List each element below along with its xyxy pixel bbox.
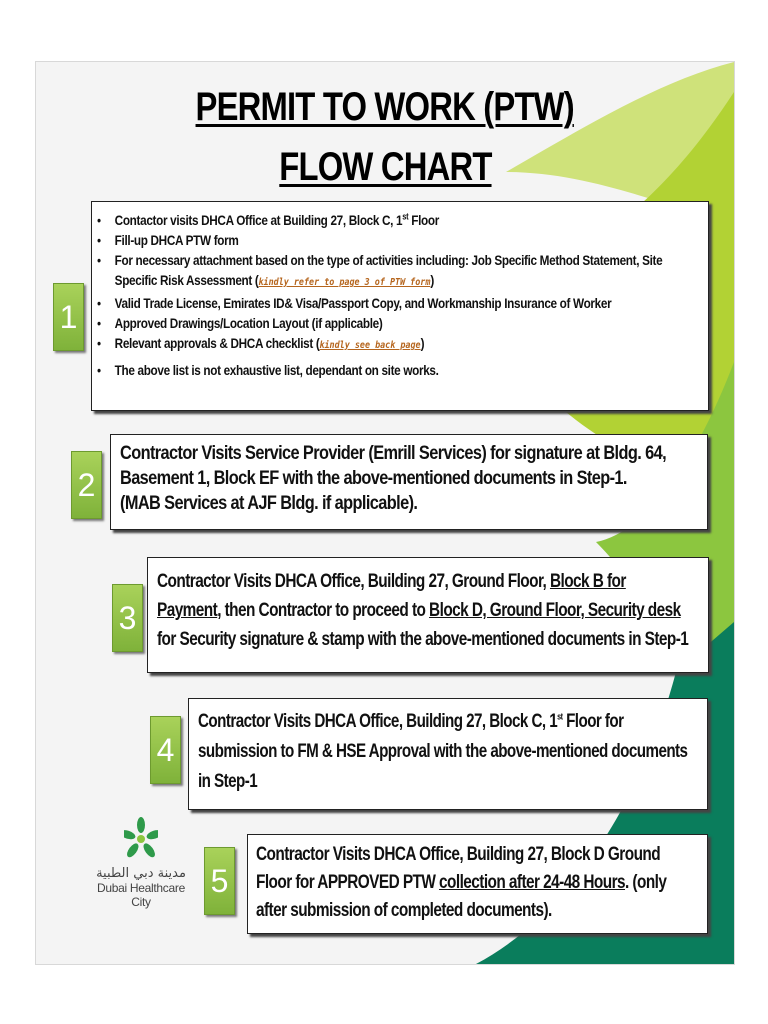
page-title-line2: FLOW CHART (278, 145, 492, 189)
step-1-item: • Valid Trade License, Emirates ID& Visa/Passport Copy, and Workmanship Insurance of Worker (92, 293, 704, 313)
step-1-item: • Relevant approvals & DHCA checklist (kindly see back page) (92, 333, 604, 356)
step-5-line2: Floor for APPROVED PTW collection after 24-48 Hours. (only (256, 872, 667, 893)
step-1-item: • The above list is not exhaustive list, dependant on site works. (92, 360, 604, 380)
step-5-number: 5 (204, 847, 235, 915)
step-4-line2: submission to FM & HSE Approval with the above-mentioned documents (198, 741, 688, 762)
page-title-line1: PERMIT TO WORK (PTW) (195, 85, 575, 129)
step-1-number: 1 (53, 283, 84, 351)
step-4-line3: in Step-1 (198, 771, 258, 792)
slide (35, 61, 735, 965)
step-2-number: 2 (71, 451, 102, 519)
dubai-healthcare-city-logo (86, 817, 196, 909)
step-3-line2: Payment, then Contractor to proceed to Block D, Ground Floor, Security desk (157, 600, 681, 621)
step-4-number: 4 (150, 716, 181, 784)
step-4-text (198, 707, 688, 797)
step-1-item: • Approved Drawings/Location Layout (if applicable) (92, 313, 604, 333)
step-1-item: • For necessary attachment based on the type of activities including: Job Specific Method Statement, Site Specific Risk Assessment (kindly refer to page 3 of PTW form) (92, 250, 704, 293)
step-1-item: • Contactor visits DHCA Office at Building 27, Block C, 1st Floor (92, 210, 604, 230)
step-3-line3: for Security signature & stamp with the above-mentioned documents in Step-1 (157, 629, 689, 650)
step-4-line1: Contractor Visits DHCA Office, Building 27, Block C, 1st Floor for (198, 711, 624, 732)
step-3-box (147, 557, 709, 673)
step-2-box (110, 434, 708, 530)
step-5-text (256, 841, 667, 925)
logo-arabic-text: مدينة دبي الطبية (96, 866, 186, 881)
logo-english-text: Dubai Healthcare City (97, 881, 185, 909)
dhcc-star-icon (124, 817, 158, 861)
step-1-list (92, 210, 702, 380)
step-2-line3: (MAB Services at AJF Bldg. if applicable). (120, 493, 418, 514)
step-2-line1: Contractor Visits Service Provider (Emrill Services) for signature at Bldg. 64, (120, 443, 667, 464)
step-5-line3: after submission of completed documents). (256, 900, 552, 921)
step-2-line2: Basement 1, Block EF with the above-mentioned documents in Step-1. (120, 468, 627, 489)
step-5-line1: Contractor Visits DHCA Office, Building 27, Block D Ground (256, 844, 661, 865)
step-1-item: • Fill-up DHCA PTW form (92, 230, 604, 250)
reference-note: kindly see back page (319, 340, 421, 351)
step-3-line1: Contractor Visits DHCA Office, Building 27, Ground Floor, Block B for (157, 571, 626, 592)
step-3-number: 3 (112, 584, 143, 652)
step-2-text (120, 441, 667, 516)
step-5-box (247, 834, 708, 934)
step-3-text (157, 567, 689, 654)
reference-note: kindly refer to page 3 of PTW form (258, 277, 431, 288)
step-4-box (188, 698, 708, 810)
step-1-box (91, 201, 709, 411)
